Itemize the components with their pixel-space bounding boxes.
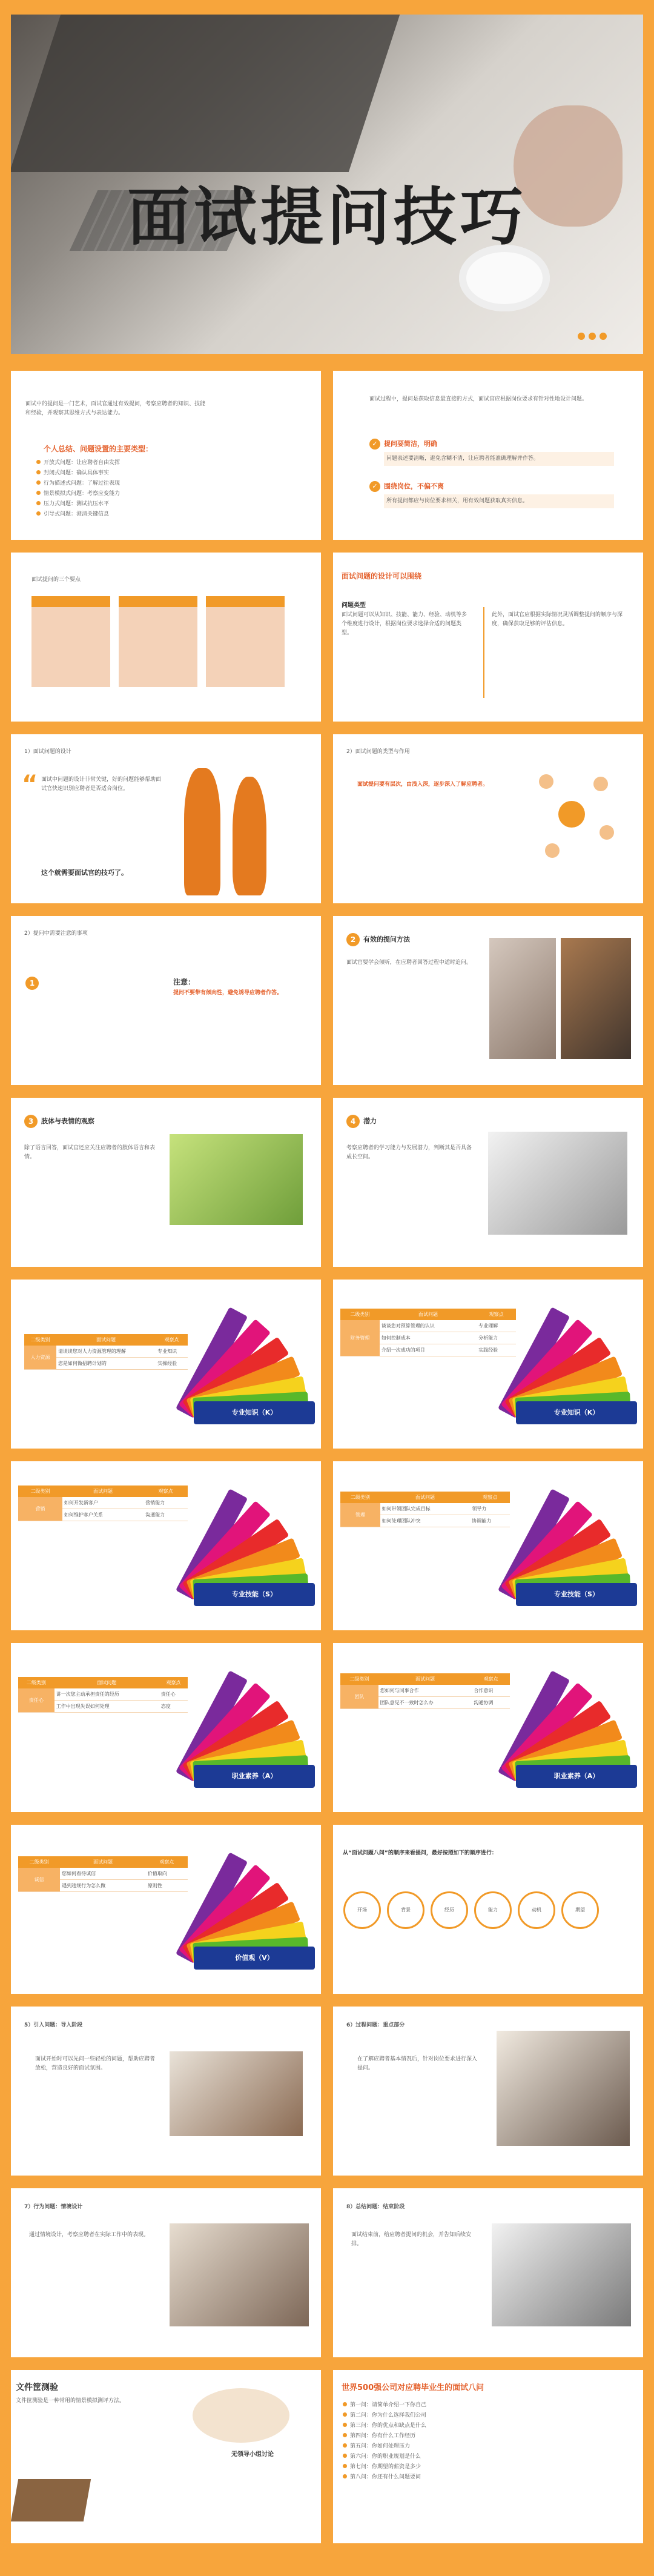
slide18-title: 从“面试问题八问”的顺序来看提问，最好按照如下的顺序进行： (343, 1850, 497, 1856)
number-2-icon: 2 (346, 933, 360, 946)
table-cell: 诚信 (18, 1868, 60, 1892)
sequence-circles (340, 1891, 637, 1929)
table-header: 面试问题 (54, 1677, 159, 1688)
table-row (24, 1346, 188, 1358)
table-header: 二级类别 (340, 1309, 380, 1320)
table-header: 观察点 (470, 1492, 510, 1503)
number-3-icon: 3 (24, 1115, 38, 1128)
quote-mark-icon: “ (22, 771, 38, 798)
table-cell: 原则性 (146, 1880, 188, 1892)
slide-10 (11, 1098, 321, 1269)
slide11-text: 考察应聘者的学习能力与发展潜力，判断其是否具备成长空间。 (346, 1145, 472, 1160)
color-fan-icon (504, 1679, 637, 1800)
apple-face-photo (170, 1134, 303, 1225)
table-cell: 分析能力 (477, 1332, 516, 1344)
table-cell: 请谈谈您对人力资源管理的理解 (56, 1346, 156, 1358)
slide24-title: 世界500强公司对应聘毕业生的面试八问 (342, 2383, 484, 2392)
table-cell: 团队 (340, 1685, 378, 1709)
sequence-step: 期望 (561, 1891, 599, 1929)
node-circle (545, 843, 560, 858)
table-cell: 如何维护客户关系 (62, 1509, 144, 1521)
table-3-wrap (18, 1486, 188, 1521)
slide10-tag: 肢体与表情的观察 (41, 1117, 94, 1125)
slide8-tag: 2）提问中需要注意的事项 (24, 931, 88, 937)
table-header: 观察点 (472, 1673, 510, 1685)
table-header: 面试问题 (380, 1492, 471, 1503)
list-item: 第七问：你期望的薪资是多少 (342, 2462, 632, 2470)
table-slide-1 (11, 1280, 321, 1451)
slide23-caption: 无领导小组讨论 (231, 2451, 274, 2458)
cover-slide (11, 15, 643, 354)
slide4-label: 面试提问的三个要点 (31, 577, 81, 583)
table-cell: 您如何与同事合作 (378, 1685, 472, 1697)
slide2-list (35, 456, 289, 520)
sequence-step: 经历 (431, 1891, 468, 1929)
table-slide-6 (333, 1643, 643, 1814)
question-table (340, 1492, 510, 1527)
slide-8 (11, 916, 321, 1087)
slide9-header (346, 933, 410, 946)
table-slide-4 (333, 1461, 643, 1633)
table-cell: 实践经验 (477, 1344, 516, 1356)
slide3-p1-text: 问题表述要清晰，避免含糊不清，让应聘者能准确理解并作答。 (384, 452, 614, 466)
slide-9 (333, 916, 643, 1087)
question-table (18, 1677, 188, 1713)
player-photo (561, 938, 631, 1059)
table-cell: 实操经验 (156, 1358, 188, 1370)
list-item: 第四问：你有什么工作经历 (342, 2431, 632, 2439)
slide11-tag: 潜力 (363, 1117, 377, 1125)
table-5-wrap (18, 1677, 188, 1713)
slide-3 (333, 371, 643, 542)
table-1-wrap (24, 1334, 188, 1370)
table-header: 二级类别 (340, 1673, 378, 1685)
footer-bar (333, 2543, 643, 2549)
list-item: 封闭式问题：确认具体事实 (35, 468, 289, 476)
slide23-title: 文件筐测验 (16, 2383, 58, 2392)
table-header: 观察点 (156, 1334, 188, 1346)
slide24-list (342, 2398, 632, 2483)
basketball-photo (489, 938, 556, 1059)
slide3-point1-title (369, 439, 437, 450)
slide10-text: 除了语言回答，面试官还应关注应聘者的肢体语言和表情。 (24, 1145, 156, 1160)
fan-label: 专业知识（K） (194, 1401, 315, 1424)
slide2-intro: 面试中的提问是一门艺术，面试官通过有效提问，考察应聘者的知识、技能和经验，并观察其思维方式与表达能力。 (25, 401, 206, 416)
slide-24 (333, 2370, 643, 2552)
slide-7 (333, 734, 643, 906)
table-row (340, 1685, 510, 1697)
table-header: 观察点 (146, 1856, 188, 1868)
color-fan-icon (182, 1861, 315, 1982)
slide7-tag: 2）面试问题的类型与作用 (346, 749, 410, 755)
color-fan-icon (504, 1497, 637, 1618)
table-header: 观察点 (159, 1677, 188, 1688)
number-4-icon: 4 (346, 1115, 360, 1128)
list-item: 压力式问题：测试抗压水平 (35, 499, 289, 507)
slide4-card-2 (119, 596, 197, 687)
table-header: 面试问题 (60, 1856, 146, 1868)
slide6-tag: 1）面试问题的设计 (24, 749, 71, 755)
table-cell: 沟通协调 (472, 1697, 510, 1709)
slide-21 (11, 2188, 321, 2360)
table-cell: 如何开发新客户 (62, 1497, 144, 1509)
table-cell: 介绍一次成功的项目 (380, 1344, 477, 1356)
slide19-text: 面试开始时可以先问一些轻松的问题，帮助应聘者放松，营造良好的面试氛围。 (35, 2056, 156, 2071)
table-cell: 营销能力 (144, 1497, 188, 1509)
table-2-wrap (340, 1309, 516, 1356)
list-item: 开放式问题：让应聘者自由发挥 (35, 458, 289, 466)
table-row (18, 1688, 188, 1701)
slide3-p2-title: 围绕岗位，不偏不离 (384, 482, 444, 490)
fan-label: 职业素养（A） (194, 1765, 315, 1788)
table-4-wrap (340, 1492, 510, 1527)
color-fan-icon (182, 1315, 315, 1436)
table-row (18, 1497, 188, 1509)
table-header: 二级类别 (24, 1334, 56, 1346)
table-cell: 价值取向 (146, 1868, 188, 1880)
slide4-card-1 (31, 596, 110, 687)
table-row (340, 1503, 510, 1515)
question-table (24, 1334, 188, 1370)
question-table (18, 1486, 188, 1521)
node-circle (593, 777, 608, 791)
table-header: 面试问题 (380, 1309, 477, 1320)
slide19-tag: 5）引入问题：导入阶段 (24, 2022, 83, 2028)
slide-22 (333, 2188, 643, 2360)
slide3-point2-title (369, 481, 444, 492)
table-cell: 您如何看待诚信 (60, 1868, 146, 1880)
table-header: 观察点 (477, 1309, 516, 1320)
slide3-intro: 面试过程中，提问是获取信息最直接的方式，面试官应根据岗位要求有针对性地设计问题。 (369, 396, 588, 402)
table-cell: 如何处理团队冲突 (380, 1515, 471, 1527)
slide3-p1-title: 提问要简洁，明确 (384, 440, 437, 448)
table-header: 面试问题 (56, 1334, 156, 1346)
slide-20 (333, 2007, 643, 2178)
table-cell: 责任心 (18, 1688, 54, 1713)
slide4-card-3 (206, 596, 285, 687)
slide6-quote: 面试中问题的设计非常关键，好的问题能够帮助面试官快速识别应聘者是否适合岗位。 (41, 777, 162, 792)
slide22-text: 面试结束前，给应聘者提问的机会，并告知后续安排。 (351, 2232, 472, 2247)
table-header: 面试问题 (378, 1673, 472, 1685)
slide10-header (24, 1115, 94, 1128)
table-slide-5 (11, 1643, 321, 1814)
list-item: 引导式问题：澄清关键信息 (35, 510, 289, 517)
table-cell: 管理 (340, 1503, 380, 1527)
interview-photo (497, 2031, 630, 2146)
meeting-photo (170, 2223, 309, 2326)
fan-label: 专业知识（K） (516, 1401, 637, 1424)
slide21-text: 通过情境设计，考察应聘者在实际工作中的表现。 (29, 2232, 150, 2238)
color-fan-icon (504, 1315, 637, 1436)
slide20-tag: 6）过程问题：重点部分 (346, 2022, 405, 2028)
fan-label: 专业技能（S） (516, 1583, 637, 1606)
table-slide-7 (11, 1825, 321, 1996)
female-figure-icon (233, 777, 266, 895)
table-cell: 态度 (159, 1701, 188, 1713)
male-figure-icon (184, 768, 220, 895)
table-cell: 专业理解 (477, 1320, 516, 1332)
sequence-step: 动机 (518, 1891, 555, 1929)
table-cell: 谈谈您对预算管理的认识 (380, 1320, 477, 1332)
list-item: 第五问：你如何处理压力 (342, 2442, 632, 2449)
slide3-p2-text: 所有提问都应与岗位要求相关，用有效问题获取真实信息。 (384, 494, 614, 508)
table-cell: 沟通能力 (144, 1509, 188, 1521)
table-header: 二级类别 (18, 1856, 60, 1868)
table-cell: 协调能力 (470, 1515, 510, 1527)
table-7-wrap (18, 1856, 188, 1892)
color-fan-icon (182, 1679, 315, 1800)
table-cell: 财务管理 (340, 1320, 380, 1356)
sequence-step: 背景 (387, 1891, 424, 1929)
number-1-icon: 1 (25, 977, 39, 990)
handshake-photo (492, 2223, 631, 2326)
cover-title: 面试提问技巧 (127, 180, 527, 254)
table-cell: 遇到违规行为怎么做 (60, 1880, 146, 1892)
table-cell: 专业知识 (156, 1346, 188, 1358)
slide5-left-title: 问题类型 (342, 602, 366, 609)
interview-photo (170, 2051, 303, 2136)
slide7-text: 面试提问要有层次，由浅入深，逐步深入了解应聘者。 (357, 782, 489, 788)
slide9-tag: 有效的提问方法 (363, 935, 410, 943)
slide5-heading: 面试问题的设计可以围绕 (342, 572, 422, 580)
check-icon: ✓ (369, 481, 380, 492)
growth-chart-photo (488, 1132, 627, 1235)
slide-2 (11, 371, 321, 542)
table-6-wrap (340, 1673, 510, 1709)
node-circle (539, 774, 553, 789)
list-item: 情景模拟式问题：考察应变能力 (35, 489, 289, 497)
table-slide-2 (333, 1280, 643, 1451)
table-row (18, 1868, 188, 1880)
table-cell: 团队意见不一致时怎么办 (378, 1697, 472, 1709)
table-cell: 合作意识 (472, 1685, 510, 1697)
table-cell: 领导力 (470, 1503, 510, 1515)
table-cell: 营销 (18, 1497, 62, 1521)
laptop-illustration (11, 15, 400, 172)
list-item: 第三问：你的优点和缺点是什么 (342, 2421, 632, 2429)
slide-11 (333, 1098, 643, 1269)
fan-label: 职业素养（A） (516, 1765, 637, 1788)
slide11-header (346, 1115, 377, 1128)
list-item: 第六问：你的职业规划是什么 (342, 2452, 632, 2460)
table-slide-3 (11, 1461, 321, 1633)
sequence-step: 能力 (474, 1891, 512, 1929)
file-basket-icon (11, 2479, 91, 2521)
slide8-note-title: 注意： (173, 978, 196, 986)
table-header: 二级类别 (18, 1486, 62, 1497)
check-icon: ✓ (369, 439, 380, 450)
list-item: 第二问：你为什么选择我们公司 (342, 2411, 632, 2418)
slide-23 (11, 2370, 321, 2552)
slide6-conclusion: 这个就需要面试官的技巧了。 (41, 869, 128, 877)
slide2-heading: 个人总结、问题设置的主要类型： (44, 445, 153, 453)
table-cell: 责任心 (159, 1688, 188, 1701)
question-table (340, 1673, 510, 1709)
slide-6 (11, 734, 321, 906)
table-header: 观察点 (144, 1486, 188, 1497)
slide-4 (11, 553, 321, 724)
slide21-tag: 7）行为问题：情境设计 (24, 2204, 83, 2210)
bullet-1 (25, 977, 42, 990)
slide9-text: 面试官要学会倾听，在应聘者回答过程中适时追问。 (346, 960, 472, 966)
slide-18 (333, 1825, 643, 1996)
table-cell: 工作中出现失误如何处理 (54, 1701, 159, 1713)
slide-19 (11, 2007, 321, 2178)
sequence-step: 开场 (343, 1891, 381, 1929)
slide5-divider (483, 607, 484, 698)
table-cell: 您是如何做招聘计划的 (56, 1358, 156, 1370)
discussion-group-icon (193, 2388, 289, 2443)
node-circle (600, 825, 614, 840)
slide23-text: 文件筐测验是一种常用的情景模拟测评方法。 (16, 2398, 125, 2404)
table-cell: 如何控制成本 (380, 1332, 477, 1344)
table-header: 二级类别 (340, 1492, 380, 1503)
fan-label: 专业技能（S） (194, 1583, 315, 1606)
slide20-text: 在了解应聘者基本情况后，针对岗位要求进行深入提问。 (357, 2056, 478, 2071)
list-item: 行为描述式问题：了解过往表现 (35, 479, 289, 486)
cover-dots (574, 331, 607, 342)
table-cell: 人力资源 (24, 1346, 56, 1370)
question-table (18, 1856, 188, 1892)
table-row (340, 1320, 516, 1332)
fan-label: 价值观（V） (194, 1947, 315, 1970)
slide5-right-text: 此外，面试官应根据实际情况灵活调整提问的顺序与深度，确保获取足够的评估信息。 (492, 612, 623, 627)
table-header: 面试问题 (62, 1486, 144, 1497)
watermark-text: 全图网 (17, 1980, 42, 1990)
list-item: 第一问：请简单介绍一下你自己 (342, 2400, 632, 2408)
table-header: 二级类别 (18, 1677, 54, 1688)
question-table (340, 1309, 516, 1356)
table-cell: 讲一次您主动承担责任的经历 (54, 1688, 159, 1701)
slide22-tag: 8）总结问题：结束阶段 (346, 2204, 405, 2210)
slide-5 (333, 553, 643, 724)
table-cell: 如何带领团队完成目标 (380, 1503, 471, 1515)
footer-bar (11, 2543, 321, 2549)
color-fan-icon (182, 1497, 315, 1618)
slide8-note-text: 提问不要带有倾向性，避免诱导应聘者作答。 (173, 990, 283, 996)
hub-circle (558, 801, 585, 828)
slide5-left-text: 面试问题可以从知识、技能、能力、经验、动机等多个维度进行设计，根据岗位要求选择合适的问题类型。 (342, 612, 467, 636)
list-item: 第八问：你还有什么问题要问 (342, 2472, 632, 2480)
